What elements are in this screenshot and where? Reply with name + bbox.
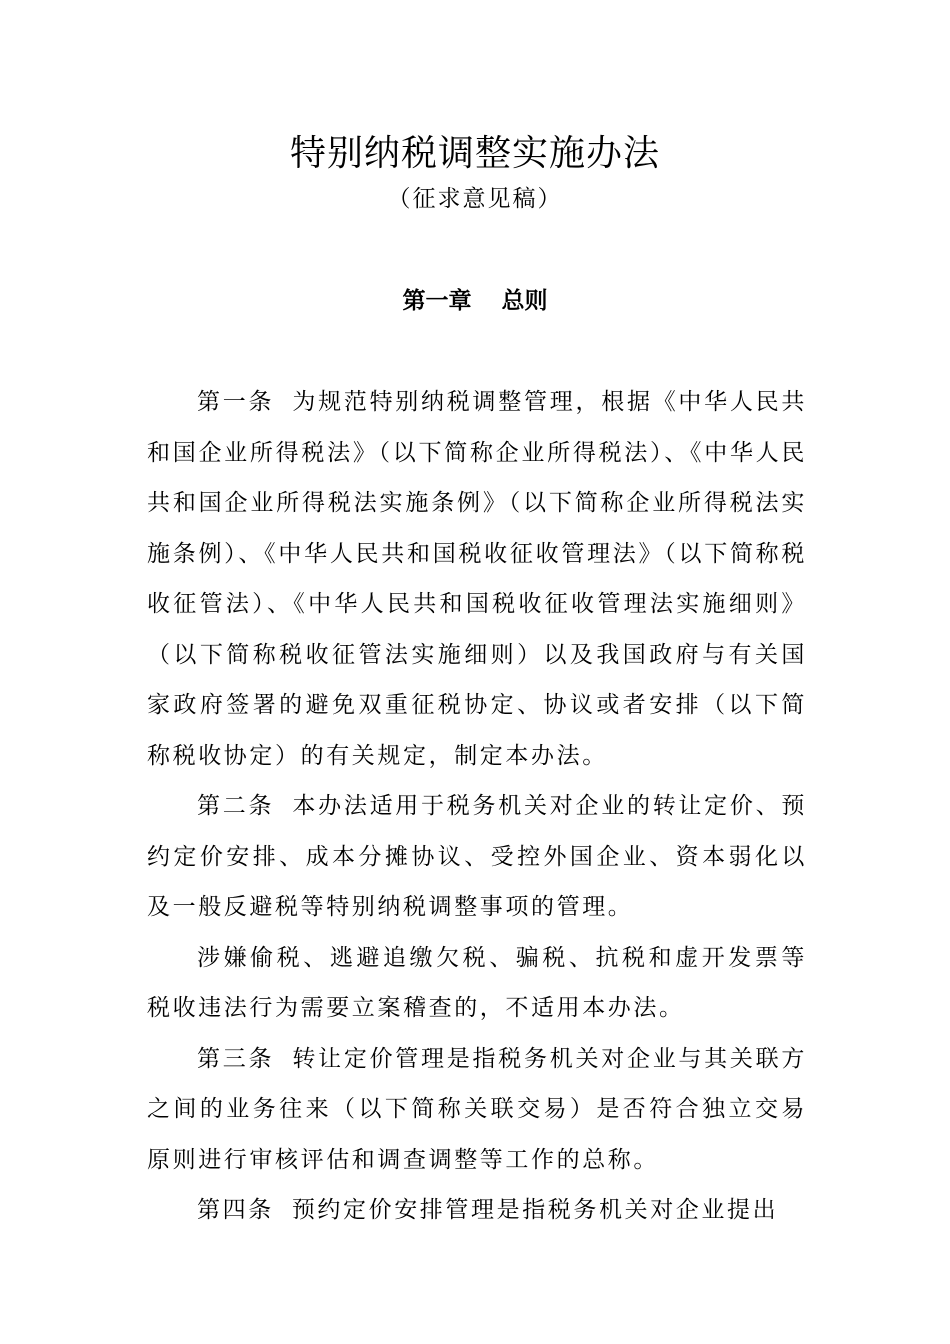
chapter-name: 总则 <box>501 288 548 314</box>
article-3-paragraph <box>147 1034 807 1186</box>
article-1-paragraph <box>147 377 807 781</box>
article-label: 第一条 <box>197 389 275 415</box>
article-2-paragraph <box>147 781 807 933</box>
article-label: 第四条 <box>197 1197 274 1223</box>
article-2-continuation-paragraph <box>147 933 807 1034</box>
article-4-paragraph <box>147 1185 807 1236</box>
document-subtitle: （征求意见稿） <box>387 186 563 212</box>
article-text: 涉嫌偷税、逃避追缴欠税、骗税、抗税和虚开发票等税收违法行为需要立案稽查的，不适用本办法。 <box>147 944 807 1021</box>
document-body <box>147 377 807 1236</box>
article-label: 第三条 <box>197 1045 275 1072</box>
chapter-number: 第一章 <box>402 288 472 314</box>
document-title: 特别纳税调整实施办法 <box>289 133 660 174</box>
article-text: 转让定价管理是指税务机关对企业与其关联方之间的业务往来（以下简称关联交易）是否符合独立交易原则进行审核评估和调查调整等工作的总称。 <box>147 1045 807 1173</box>
chapter-heading <box>0 284 950 318</box>
article-text: 为规范特别纳税调整管理，根据《中华人民共和国企业所得税法》（以下简称企业所得税法）、《中华人民共和国企业所得税法实施条例》（以下简称企业所得税法实施条例）、《中华人民共和国税收征收管理法》（以下简称税收征管法）、《中华人民共和国税收征收管理法实施细则》（以下简称税收征管法实施细则）以及我国政府与有关国家政府签署的避免双重征税协定、协议或者安排（以下简称税收协定）的有关规定，制定本办法。 <box>147 389 807 769</box>
article-text: 预约定价安排管理是指税务机关对企业提出 <box>291 1197 779 1223</box>
article-text: 本办法适用于税务机关对企业的转让定价、预约定价安排、成本分摊协议、受控外国企业、资本弱化以及一般反避税等特别纳税调整事项的管理。 <box>147 793 807 920</box>
article-label: 第二条 <box>197 793 275 819</box>
